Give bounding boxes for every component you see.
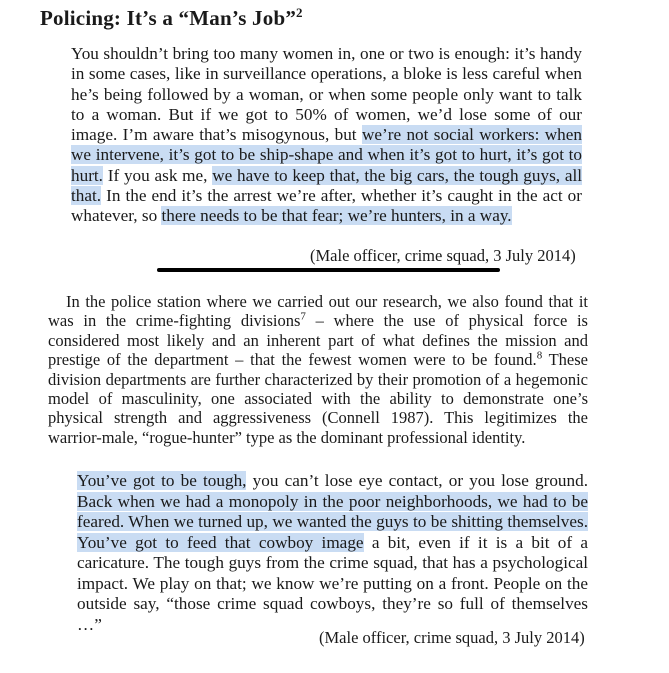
quote2-highlight: You’ve got to be tough, <box>77 471 247 490</box>
block-quote-1 <box>71 44 582 227</box>
quote2-citation: (Male officer, crime squad, 3 July 2014) <box>319 628 585 647</box>
section-heading <box>40 6 303 31</box>
quote1-highlight: we’re not social workers: when we intervene, it’s got to be ship-shape and when it’s got to hurt, it’s got to hurt. <box>71 125 582 185</box>
quote1-text: In the end it’s the arrest we’re after, whether it’s caught in the act or whatever, so <box>71 186 582 226</box>
heading-text: Policing: It’s a “Man’s Job” <box>40 6 297 30</box>
body-paragraph <box>48 292 588 447</box>
quote2-highlight: Back when we had a monopoly in the poor neighborhoods, we had to be feared. When we turned up, we wanted the guys to be shitting themselves. You’ve got to feed that cowboy image <box>77 491 588 552</box>
footnote-ref-8: 8 <box>536 349 543 362</box>
ink-underline-mark <box>157 268 500 272</box>
quote2-text: you can’t lose eye contact, or you lose ground. <box>246 471 588 490</box>
quote2-text: a bit, even if it is a bit of a caricature. The tough guys from the crime squad, that has a psychological impact. We play on that; we know we’re putting on a front. People on the outside say, “those crime squad cowboys, they’re so full of themselves …” <box>77 532 588 634</box>
paragraph-text: In the police station where we carried out our research, we also found that it was in the crime-fighting divisions <box>48 292 588 331</box>
paragraph-text: These division departments are further characterized by their promotion of a hegemonic model of masculinity, one associated with the ability to demonstrate one’s physical strength and aggressiveness (Connell 1987). This legitimizes the warrior-male, “rogue-hunter” type as the dominant professional identity. <box>48 350 588 447</box>
paragraph-text: – where the use of physical force is considered most likely and an inherent part of what defines the mission and prestige of the department – that the fewest women were to be found. <box>48 311 588 370</box>
quote1-highlight: there needs to be that fear; we’re hunters, in a way. <box>161 206 512 226</box>
quote1-text: You shouldn’t bring too many women in, one or two is enough: it’s handy in some cases, like in surveillance operations, a bloke is less careful when he’s being followed by a woman, or when some people only want to talk to a woman. But if we got to 50% of women, we’d lose some of our image. I’m aware that’s misogynous, but <box>71 44 582 145</box>
footnote-ref-7: 7 <box>300 310 306 323</box>
quote1-citation: (Male officer, crime squad, 3 July 2014) <box>310 246 576 265</box>
quote1-text: If you ask me, <box>102 165 213 185</box>
footnote-ref-2: 2 <box>296 5 303 20</box>
block-quote-2 <box>77 471 588 635</box>
quote1-highlight: we have to keep that, the big cars, the tough guys, all that. <box>71 165 583 206</box>
